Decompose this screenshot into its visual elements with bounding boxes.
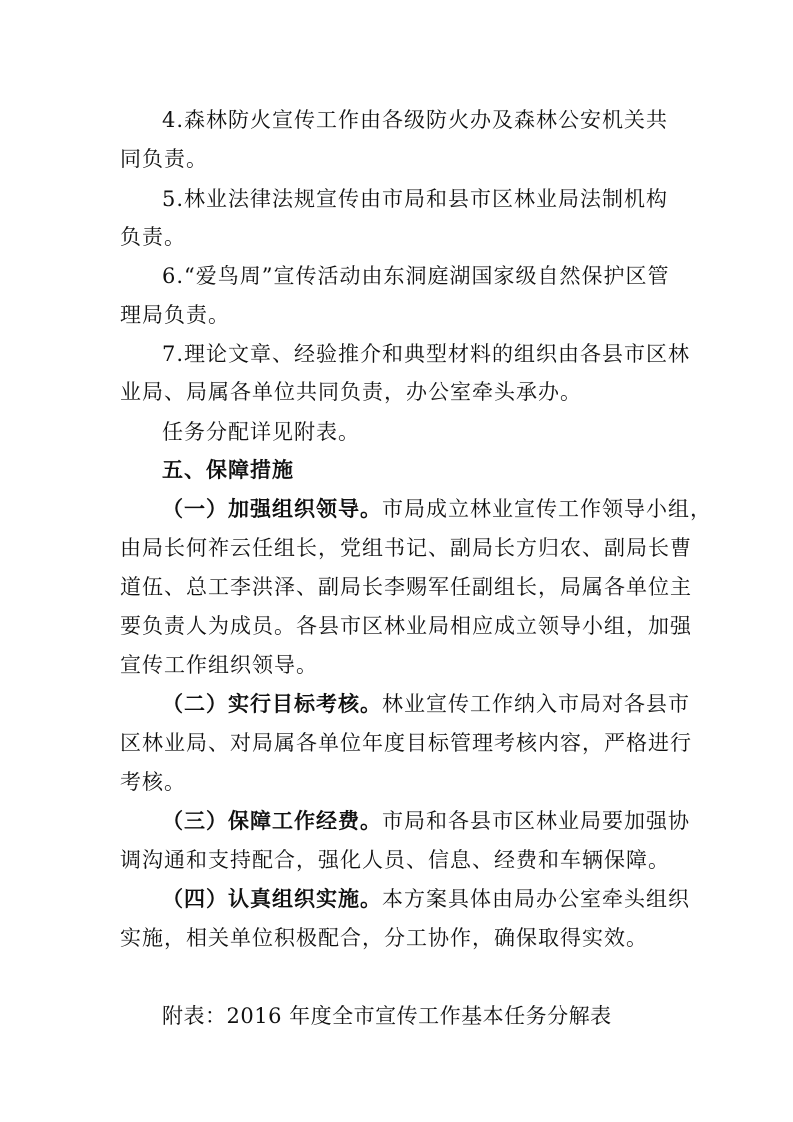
- paragraph-line: 调沟通和支持配合，强化人员、信息、经费和车辆保障。: [120, 848, 670, 872]
- paragraph-line: 4.森林防火宣传工作由各级防火办及森林公安机关共: [162, 108, 669, 132]
- paragraph-line: 同负责。: [120, 147, 208, 171]
- paragraph-line: [162, 885, 793, 913]
- paragraph-line: 业局、局属各单位共同负责，办公室牵头承办。: [120, 380, 582, 404]
- subsection-heading: （一）加强组织领导。: [162, 497, 382, 521]
- paragraph-line: 任务分配详见附表。: [162, 420, 360, 444]
- paragraph-line: 7.理论文章、经验推介和典型材料的组织由各县市区林: [162, 342, 691, 366]
- paragraph-text: 林业宣传工作纳入市局对各县市: [382, 692, 690, 716]
- paragraph-line: 实施，相关单位积极配合，分工协作，确保取得实效。: [120, 926, 648, 950]
- paragraph-line: 负责。: [120, 225, 186, 249]
- subsection-heading: （四）认真组织实施。: [162, 887, 382, 911]
- paragraph-line: 道伍、总工李洪泽、副局长李赐军任副组长，局属各单位主: [120, 575, 692, 599]
- paragraph-line: [162, 495, 793, 523]
- paragraph-line: [162, 690, 793, 718]
- paragraph-text: 市局成立林业宣传工作领导小组，: [382, 497, 712, 521]
- paragraph-line: 理局负责。: [120, 303, 230, 327]
- subsection-heading: （二）实行目标考核。: [162, 692, 382, 716]
- paragraph-line: 区林业局、对局属各单位年度目标管理考核内容，严格进行: [120, 731, 692, 755]
- appendix-reference: 附表：2016 年度全市宣传工作基本任务分解表: [162, 1004, 612, 1028]
- paragraph-text: 本方案具体由局办公室牵头组织: [382, 887, 690, 911]
- paragraph-text: 市局和各县市区林业局要加强协: [382, 809, 690, 833]
- paragraph-line: 要负责人为成员。各县市区林业局相应成立领导小组，加强: [120, 614, 692, 638]
- paragraph-line: 宣传工作组织领导。: [120, 653, 318, 677]
- section-heading: 五、保障措施: [162, 458, 294, 482]
- subsection-heading: （三）保障工作经费。: [162, 809, 382, 833]
- paragraph-line: 6.“爱鸟周”宣传活动由东洞庭湖国家级自然保护区管: [162, 264, 670, 288]
- paragraph-line: [162, 807, 793, 835]
- paragraph-line: 5.林业法律法规宣传由市局和县市区林业局法制机构: [162, 187, 669, 211]
- paragraph-line: 考核。: [120, 770, 186, 794]
- paragraph-line: 由局长何祚云任组长，党组书记、副局长方归农、副局长曹: [120, 536, 692, 560]
